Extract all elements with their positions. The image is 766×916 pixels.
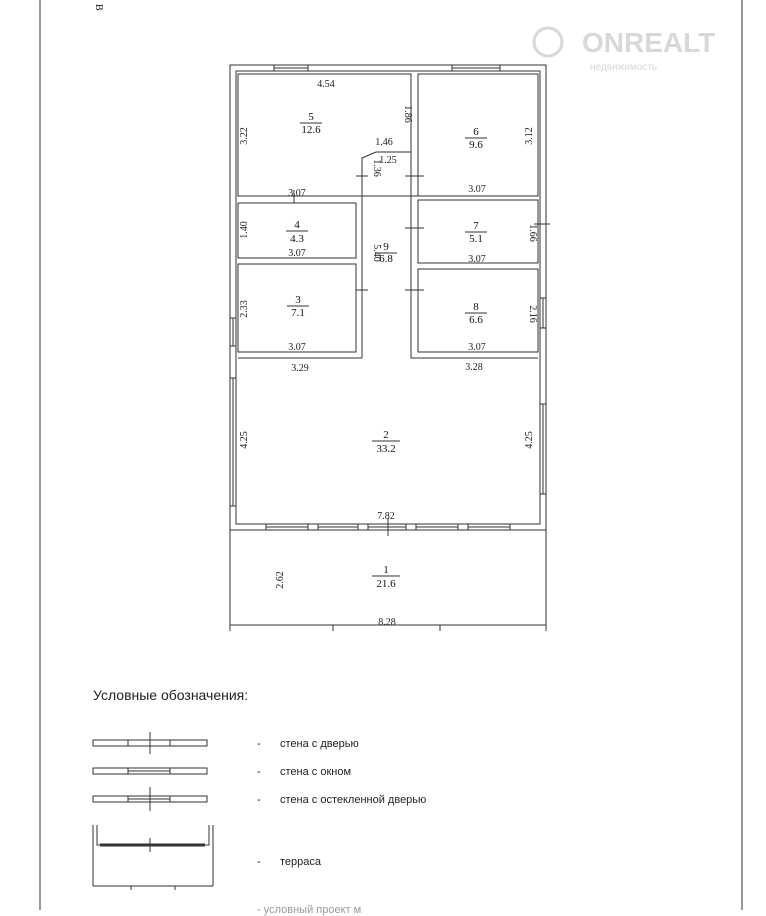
svg-text:3.07: 3.07 (468, 342, 486, 353)
svg-text:3.29: 3.29 (291, 363, 309, 374)
svg-text:4.54: 4.54 (317, 79, 335, 90)
svg-text:4.3: 4.3 (290, 233, 304, 245)
room-8-label (465, 301, 487, 326)
svg-text:5: 5 (308, 111, 314, 123)
room-1-label (372, 564, 400, 590)
room-5-label (300, 111, 322, 136)
svg-text:3.22: 3.22 (239, 127, 250, 145)
house-walls (230, 65, 546, 631)
doors (284, 166, 550, 536)
svg-text:3.12: 3.12 (524, 127, 535, 145)
svg-text:6: 6 (473, 126, 479, 138)
room-4-label (286, 219, 308, 245)
svg-text:5.40: 5.40 (371, 244, 382, 262)
room-7-label (465, 220, 487, 245)
windows (230, 65, 546, 530)
corner-mark: B (93, 4, 104, 11)
svg-text:2.33: 2.33 (239, 300, 250, 318)
legend-dash: - (257, 794, 261, 806)
legend-label-glazed-door: стена с остекленной дверью (280, 794, 427, 806)
svg-text:12.6: 12.6 (301, 124, 321, 136)
legend-title: Условные обозначения: (93, 687, 249, 703)
legend-window-symbol (93, 768, 207, 774)
svg-text:1.46: 1.46 (375, 137, 393, 148)
legend-label-terrace: терраса (280, 856, 322, 868)
svg-text:2: 2 (383, 429, 389, 441)
legend-symbols (93, 732, 213, 890)
watermark-brand: ONREALT (582, 27, 716, 58)
svg-text:3.28: 3.28 (465, 362, 483, 373)
svg-text:2.16: 2.16 (527, 305, 538, 323)
legend-terrace-symbol (93, 825, 213, 890)
svg-text:7.82: 7.82 (377, 511, 395, 522)
svg-text:7.1: 7.1 (291, 307, 305, 319)
svg-text:8: 8 (473, 301, 479, 313)
svg-text:3.07: 3.07 (468, 184, 486, 195)
svg-text:3.07: 3.07 (288, 248, 306, 259)
svg-text:1.40: 1.40 (239, 221, 250, 239)
legend-door-symbol (93, 732, 207, 754)
svg-text:3.07: 3.07 (468, 254, 486, 265)
watermark (534, 27, 715, 73)
svg-text:33.2: 33.2 (376, 443, 396, 455)
svg-text:4.25: 4.25 (239, 431, 250, 449)
svg-text:1.86: 1.86 (402, 105, 413, 123)
room-3-label (287, 294, 309, 319)
legend-dash: - (257, 766, 261, 778)
legend-cut-text: - условный проект м (257, 904, 362, 916)
svg-text:7: 7 (473, 220, 479, 232)
legend-label-window: стена с окном (280, 766, 352, 778)
watermark-tagline: недвижимость (590, 62, 658, 73)
svg-text:21.6: 21.6 (376, 578, 396, 590)
legend-label-door: стена с дверью (280, 738, 359, 750)
svg-text:5.1: 5.1 (469, 233, 483, 245)
svg-text:9: 9 (383, 241, 389, 253)
watermark-logo-icon (534, 28, 562, 56)
room-6-label (465, 126, 487, 151)
svg-text:3.07: 3.07 (288, 342, 306, 353)
legend-dash: - (257, 856, 261, 868)
dimension-labels (239, 79, 538, 628)
svg-text:3.07: 3.07 (288, 188, 306, 199)
legend-glazed-door-symbol (93, 787, 207, 811)
room-outlines (238, 74, 538, 358)
svg-text:4: 4 (294, 219, 300, 231)
svg-text:1.66: 1.66 (527, 224, 538, 242)
room-2-label (372, 429, 400, 455)
svg-text:1.36: 1.36 (371, 159, 382, 177)
svg-text:1: 1 (383, 564, 389, 576)
svg-text:9.6: 9.6 (469, 139, 483, 151)
svg-text:6.8: 6.8 (379, 253, 393, 265)
svg-text:6.6: 6.6 (469, 314, 483, 326)
svg-text:2.62: 2.62 (275, 571, 286, 589)
svg-text:3: 3 (295, 294, 301, 306)
svg-text:1.25: 1.25 (379, 155, 397, 166)
legend-dash: - (257, 738, 261, 750)
svg-text:4.25: 4.25 (524, 431, 535, 449)
svg-text:8.28: 8.28 (378, 617, 396, 628)
